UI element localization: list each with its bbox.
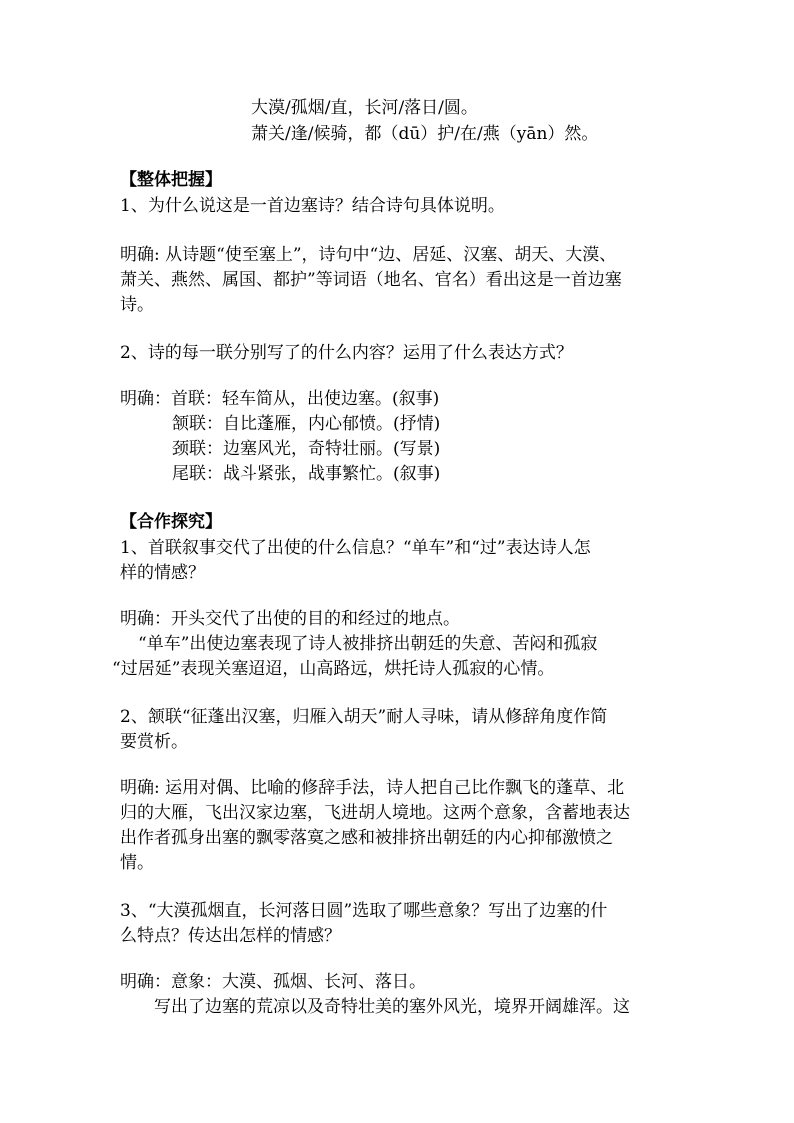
poem-line-1: 大漠/孤烟/直，长河/落日/圆。 (251, 98, 478, 118)
explore-answer-2-line-1: 明确: 运用对偶、比喻的修辞手法，诗人把自己比作飘飞的蓬草、北 (120, 778, 625, 798)
explore-answer-1-line-2: “单车”出使边塞表现了诗人被排挤出朝廷的失意、苦闷和孤寂 (138, 634, 598, 654)
explore-answer-3-line-2: 写出了边塞的荒凉以及奇特壮美的塞外风光，境界开阔雄浑。这 (154, 997, 630, 1017)
answer-1-line-1: 明确: 从诗题“使至塞上”，诗句中“边、居延、汉塞、胡天、大漠、 (120, 245, 617, 265)
explore-answer-2-line-2: 归的大雁，飞出汉家边塞，飞进胡人境地。这两个意象，含蓄地表达 (120, 803, 630, 823)
explore-question-2-line-2: 要赏析。 (120, 732, 188, 752)
section-heading-overall: 【整体把握】 (120, 170, 222, 190)
explore-answer-1-line-1: 明确：开头交代了出使的目的和经过的地点。 (120, 609, 460, 629)
explore-answer-2-line-4: 情。 (120, 853, 154, 873)
answer-2-line-1: 明确：首联：轻车简从，出使边塞。(叙事) (120, 389, 440, 409)
explore-question-1-line-2: 样的情感？ (120, 563, 205, 583)
question-1: 1、为什么说这是一首边塞诗？结合诗句具体说明。 (120, 196, 505, 216)
explore-question-2-line-1: 2、颔联“征蓬出汉塞，归雁入胡天”耐人寻味，请从修辞角度作简 (120, 707, 608, 727)
poem-line-2: 萧关/逢/候骑，都（dū）护/在/燕（yān）然。 (251, 124, 599, 144)
explore-answer-1-line-3: “过居延”表现关塞迢迢，山高路远，烘托诗人孤寂的心情。 (112, 659, 555, 679)
answer-2-line-3: 颈联：边塞风光，奇特壮丽。(写景) (172, 439, 441, 459)
answer-2-line-2: 颔联：自比蓬雁，内心郁愤。(抒情) (172, 414, 441, 434)
explore-question-1-line-1: 1、首联叙事交代了出使的什么信息？“单车”和“过”表达诗人怎 (120, 538, 591, 558)
answer-1-line-3: 诗。 (120, 295, 154, 315)
explore-answer-3-line-1: 明确：意象：大漠、孤烟、长河、落日。 (120, 972, 426, 992)
answer-1-line-2: 萧关、燕然、属国、都护”等词语（地名、官名）看出这是一首边塞 (120, 270, 622, 290)
explore-answer-2-line-3: 出作者孤身出塞的飘零落寞之感和被排挤出朝廷的内心抑郁激愤之 (120, 828, 613, 848)
answer-2-line-4: 尾联：战斗紧张，战事繁忙。(叙事) (172, 464, 441, 484)
explore-question-3-line-1: 3、“大漠孤烟直，长河落日圆”选取了哪些意象？写出了边塞的什 (120, 901, 608, 921)
explore-question-3-line-2: 么特点？传达出怎样的情感？ (120, 926, 341, 946)
question-2: 2、诗的每一联分别写了的什么内容？运用了什么表达方式？ (120, 343, 573, 363)
section-heading-explore: 【合作探究】 (120, 512, 222, 532)
